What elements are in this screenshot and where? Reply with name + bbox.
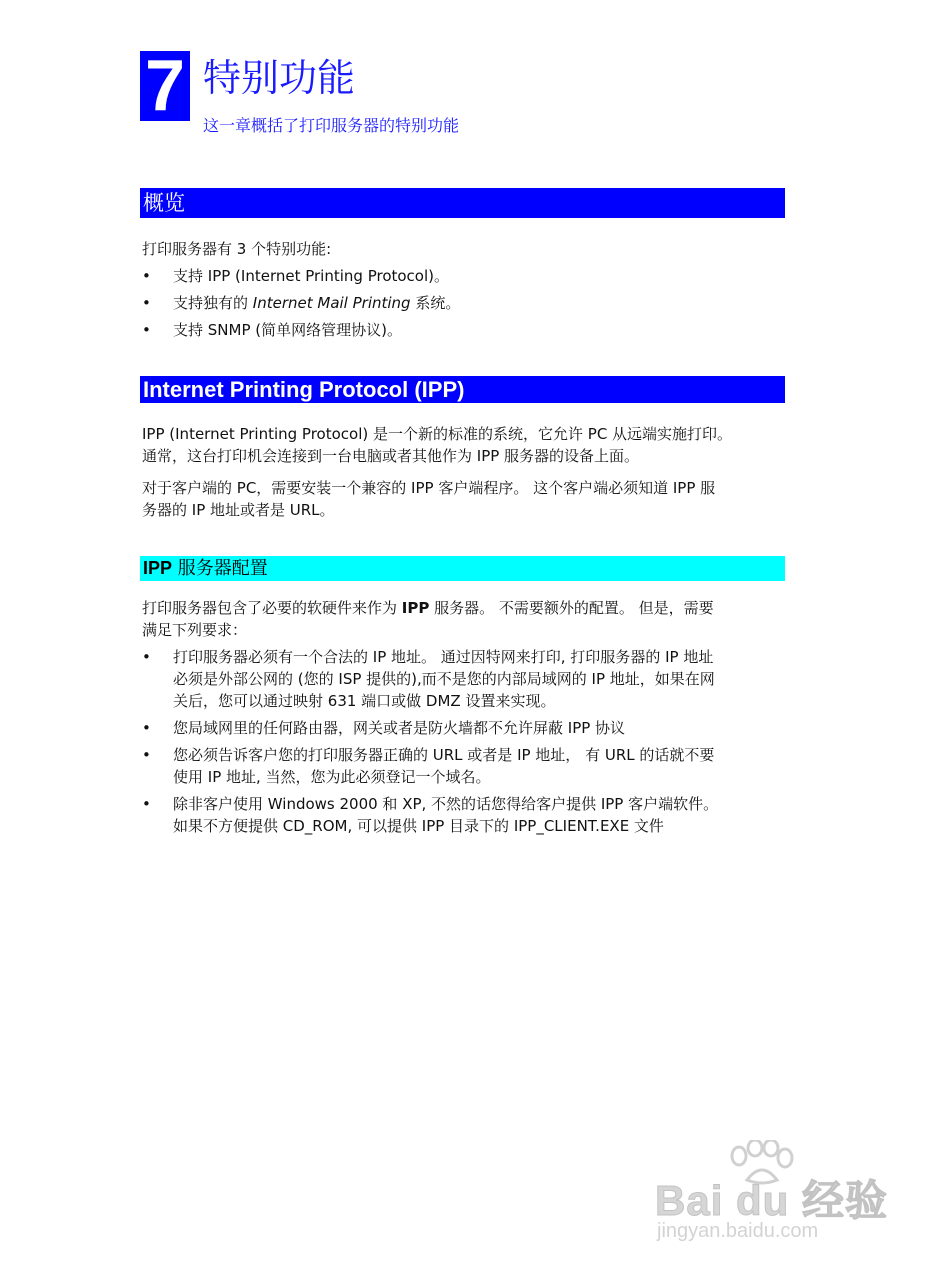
text-line: 如果不方便提供 CD_ROM, 可以提供 IPP 目录下的 IPP_CLIENT.EXE 文件: [173, 817, 664, 835]
list-item: [142, 744, 787, 788]
section-heading-overview: 概览: [140, 188, 785, 218]
text-line: 您局域网里的任何路由器，网关或者是防火墙都不允许屏蔽 IPP 协议: [173, 719, 626, 737]
watermark-brand: Bai du 经验: [655, 1177, 889, 1224]
section-heading-ipp: Internet Printing Protocol (IPP): [140, 376, 785, 403]
feature-text-tail: 系统。: [410, 294, 461, 312]
text-line: 必须是外部公网的 (您的 ISP 提供的),而不是您的内部局域网的 IP 地址，如果在网: [173, 670, 715, 688]
feature-text: 支持独有的: [173, 294, 253, 312]
bullet-icon: •: [142, 267, 151, 285]
feature-text: 支持 SNMP (简单网络管理协议)。: [173, 321, 402, 339]
feature-text: 支持 IPP (Internet Printing Protocol)。: [173, 267, 449, 285]
chapter-number-badge: 7: [140, 51, 190, 121]
feature-emphasis: Internet Mail Printing: [252, 294, 411, 312]
list-item: [142, 793, 787, 837]
intro-text-tail: 服务器。 不需要额外的配置。 但是，需要: [429, 599, 714, 617]
intro-text: 打印服务器包含了必要的软硬件来作为: [142, 599, 402, 617]
list-item: [142, 292, 787, 314]
text-line: 您必须告诉客户您的打印服务器正确的 URL 或者是 IP 地址， 有 URL 的话就不要: [173, 746, 715, 764]
intro-bold: IPP: [401, 599, 430, 617]
overview-intro: 打印服务器有 3 个特别功能:: [142, 240, 332, 258]
text-line: IPP (Internet Printing Protocol) 是一个新的标准的系统，它允许 PC 从远端实施打印。: [142, 425, 733, 443]
bullet-icon: •: [142, 746, 151, 764]
list-item: [142, 319, 787, 341]
text-line: 使用 IP 地址, 当然，您为此必须登记一个域名。: [173, 768, 491, 786]
text-line: 除非客户使用 Windows 2000 和 XP, 不然的话您得给客户提供 IPP 客户端软件。: [173, 795, 719, 813]
requirements-list: [142, 646, 787, 842]
ipp-paragraph-2: [142, 477, 787, 521]
watermark-url: jingyan.baidu.com: [657, 1220, 819, 1242]
bullet-icon: •: [142, 321, 151, 339]
text-line: 满足下列要求：: [142, 621, 248, 639]
heading-rest: 服务器配置: [172, 558, 268, 579]
chapter-subtitle: 这一章概括了打印服务器的特别功能: [203, 116, 460, 135]
heading-bold-part: IPP: [143, 558, 173, 578]
bullet-icon: •: [142, 719, 151, 737]
bullet-icon: •: [142, 795, 151, 813]
list-item: [142, 717, 787, 739]
text-line: 务器的 IP 地址或者是 URL。: [142, 501, 335, 519]
list-item: [142, 646, 787, 712]
chapter-title: 特别功能: [203, 56, 356, 100]
bullet-icon: •: [142, 648, 151, 666]
text-line: [142, 597, 787, 619]
section-heading-ipp-config: [140, 556, 785, 581]
text-line: 通常，这台打印机会连接到一台电脑或者其他作为 IPP 服务器的设备上面。: [142, 447, 640, 465]
bullet-icon: •: [142, 294, 151, 312]
text-line: 打印服务器必须有一个合法的 IP 地址。 通过因特网来打印, 打印服务器的 IP 地址: [173, 648, 714, 666]
ipp-paragraph-1: [142, 423, 787, 467]
baidu-jingyan-watermark: [655, 1140, 889, 1270]
overview-feature-list: [142, 265, 787, 346]
list-item: [142, 265, 787, 287]
text-line: 关后，您可以通过映射 631 端口或做 DMZ 设置来实现。: [173, 692, 556, 710]
text-line: 对于客户端的 PC，需要安装一个兼容的 IPP 客户端程序。 这个客户端必须知道 IPP 服: [142, 479, 716, 497]
ipp-config-intro: [142, 597, 787, 641]
